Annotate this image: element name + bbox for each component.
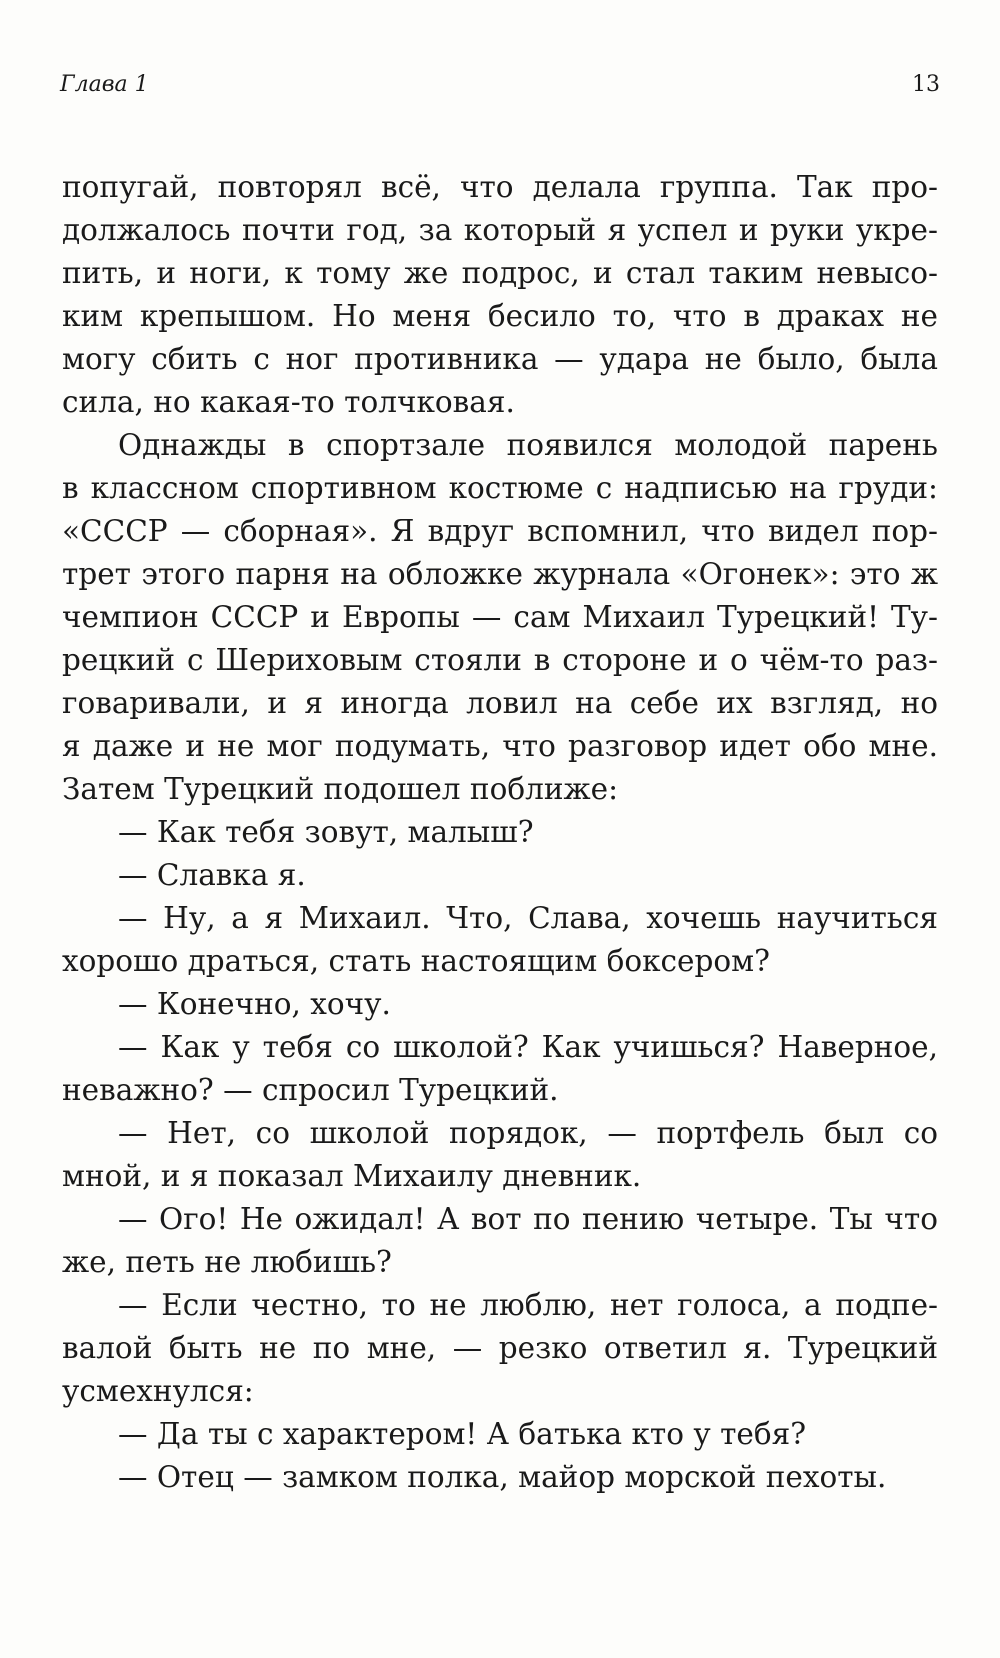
dialogue-line: — Конечно, хочу. <box>118 987 391 1021</box>
dialogue-line: — Отец — замком полка, майор морской пехоты. <box>118 1460 887 1494</box>
text-line: ким крепышом. Но меня бесило то, что в драках не <box>62 299 938 333</box>
page-number: 13 <box>912 72 940 97</box>
text-line: валой быть не по мне, — резко ответил я. Турецкий <box>62 1331 938 1365</box>
text-line: в классном спортивном костюме с надписью на груди: <box>62 471 938 505</box>
dialogue-line: — Если честно, то не люблю, нет голоса, а подпе- <box>118 1288 938 1322</box>
text-line: Затем Турецкий подошел поближе: <box>62 772 619 806</box>
text-line: попугай, повторял всё, что делала группа. Так про- <box>62 170 938 204</box>
dialogue-line: — Да ты с характером! А батька кто у тебя? <box>118 1417 807 1451</box>
text-line: говаривали, и я иногда ловил на себе их взгляд, но <box>62 686 938 720</box>
text-line: мной, и я показал Михаилу дневник. <box>62 1159 642 1193</box>
text-line: Однажды в спортзале появился молодой парень <box>118 428 938 462</box>
text-line: рецкий с Шериховым стояли в стороне и о чём-то раз- <box>62 643 938 677</box>
running-head <box>60 72 940 106</box>
dialogue-line: — Ну, а я Михаил. Что, Слава, хочешь научиться <box>118 901 938 935</box>
chapter-title: Глава 1 <box>60 72 149 97</box>
dialogue-line: — Нет, со школой порядок, — портфель был со <box>118 1116 938 1150</box>
text-line: я даже и не мог подумать, что разговор идет обо мне. <box>62 729 938 763</box>
text-line: должалось почти год, за который я успел и руки укре- <box>62 213 938 247</box>
text-line: чемпион СССР и Европы — сам Михаил Турецкий! Ту- <box>62 600 938 634</box>
text-line: хорошо драться, стать настоящим боксером? <box>62 944 770 978</box>
dialogue-line: — Ого! Не ожидал! А вот по пению четыре. Ты что <box>118 1202 938 1236</box>
dialogue-line: — Славка я. <box>118 858 306 892</box>
dialogue-line: — Как тебя зовут, малыш? <box>118 815 534 849</box>
dialogue-line: — Как у тебя со школой? Как учишься? Наверное, <box>118 1030 938 1064</box>
body-text <box>62 166 938 1499</box>
text-line: трет этого парня на обложке журнала «Огонек»: это ж <box>62 557 938 591</box>
text-line: усмехнулся: <box>62 1374 254 1408</box>
text-line: сила, но какая-то толчковая. <box>62 385 515 419</box>
text-line: пить, и ноги, к тому же подрос, и стал таким невысо- <box>62 256 938 290</box>
text-line: могу сбить с ног противника — удара не было, была <box>62 342 938 376</box>
text-line: «СССР — сборная». Я вдруг вспомнил, что видел пор- <box>62 514 938 548</box>
text-line: же, петь не любишь? <box>62 1245 392 1279</box>
text-line: неважно? — спросил Турецкий. <box>62 1073 559 1107</box>
